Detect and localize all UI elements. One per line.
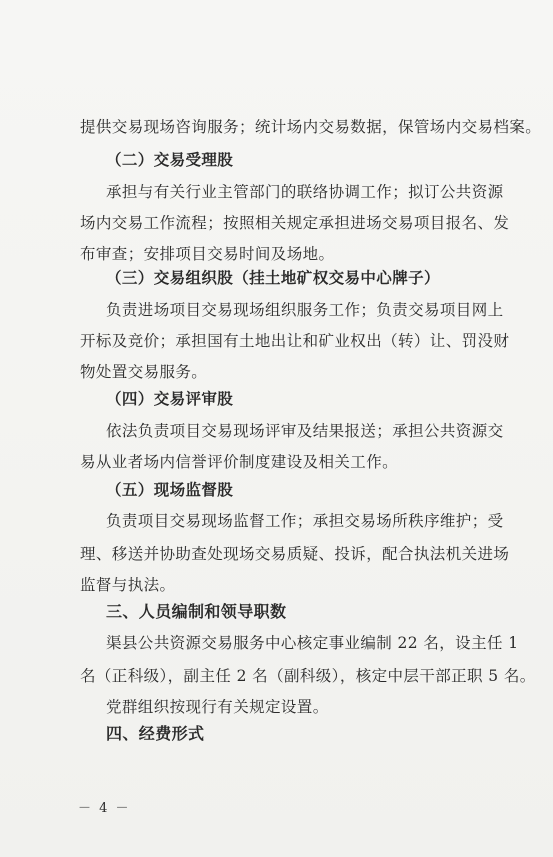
- paragraph-line: 党群组织按现行有关规定设置。: [106, 698, 329, 716]
- paragraph-line: 监督与执法。: [80, 576, 176, 594]
- paragraph-line: 开标及竞价；承担国有土地出让和矿业权出（转）让、罚没财: [80, 332, 510, 350]
- section-heading-2: （二）交易受理股: [106, 150, 234, 169]
- page-number: － 4 －: [78, 801, 131, 816]
- paragraph-line: 提供交易现场咨询服务；统计场内交易数据，保管场内交易档案。: [80, 118, 542, 136]
- paragraph-line: 物处置交易服务。: [80, 363, 208, 381]
- paragraph-line: 依法负责项目交易现场评审及结果报送；承担公共资源交: [106, 422, 504, 440]
- paragraph-line: 负责进场项目交易现场组织服务工作；负责交易项目网上: [106, 301, 504, 319]
- paragraph-line: 名（正科级），副主任 2 名（副科级），核定中层干部正职 5 名。: [80, 667, 536, 685]
- paragraph-line: 负责项目交易现场监督工作；承担交易场所秩序维护；受: [106, 512, 504, 530]
- section-heading-4: （四）交易评审股: [106, 389, 234, 408]
- paragraph-line: 理、移送并协助查处现场交易质疑、投诉，配合执法机关进场: [80, 545, 510, 563]
- paragraph-line: 布审查；安排项目交易时间及场地。: [80, 245, 335, 263]
- section-heading-3: （三）交易组织股（挂土地矿权交易中心牌子）: [106, 268, 440, 287]
- paragraph-line: 场内交易工作流程；按照相关规定承担进场交易项目报名、发: [80, 214, 510, 232]
- section-heading-5: （五）现场监督股: [106, 480, 234, 499]
- chapter-heading-3: 三、人员编制和领导职数: [106, 602, 287, 621]
- paragraph-line: 承担与有关行业主管部门的联络协调工作；拟订公共资源: [106, 183, 504, 201]
- paragraph-line: 渠县公共资源交易服务中心核定事业编制 22 名，设主任 1: [106, 634, 519, 652]
- paragraph-line: 易从业者场内信誉评价制度建设及相关工作。: [80, 453, 399, 471]
- chapter-heading-4: 四、经费形式: [106, 724, 205, 743]
